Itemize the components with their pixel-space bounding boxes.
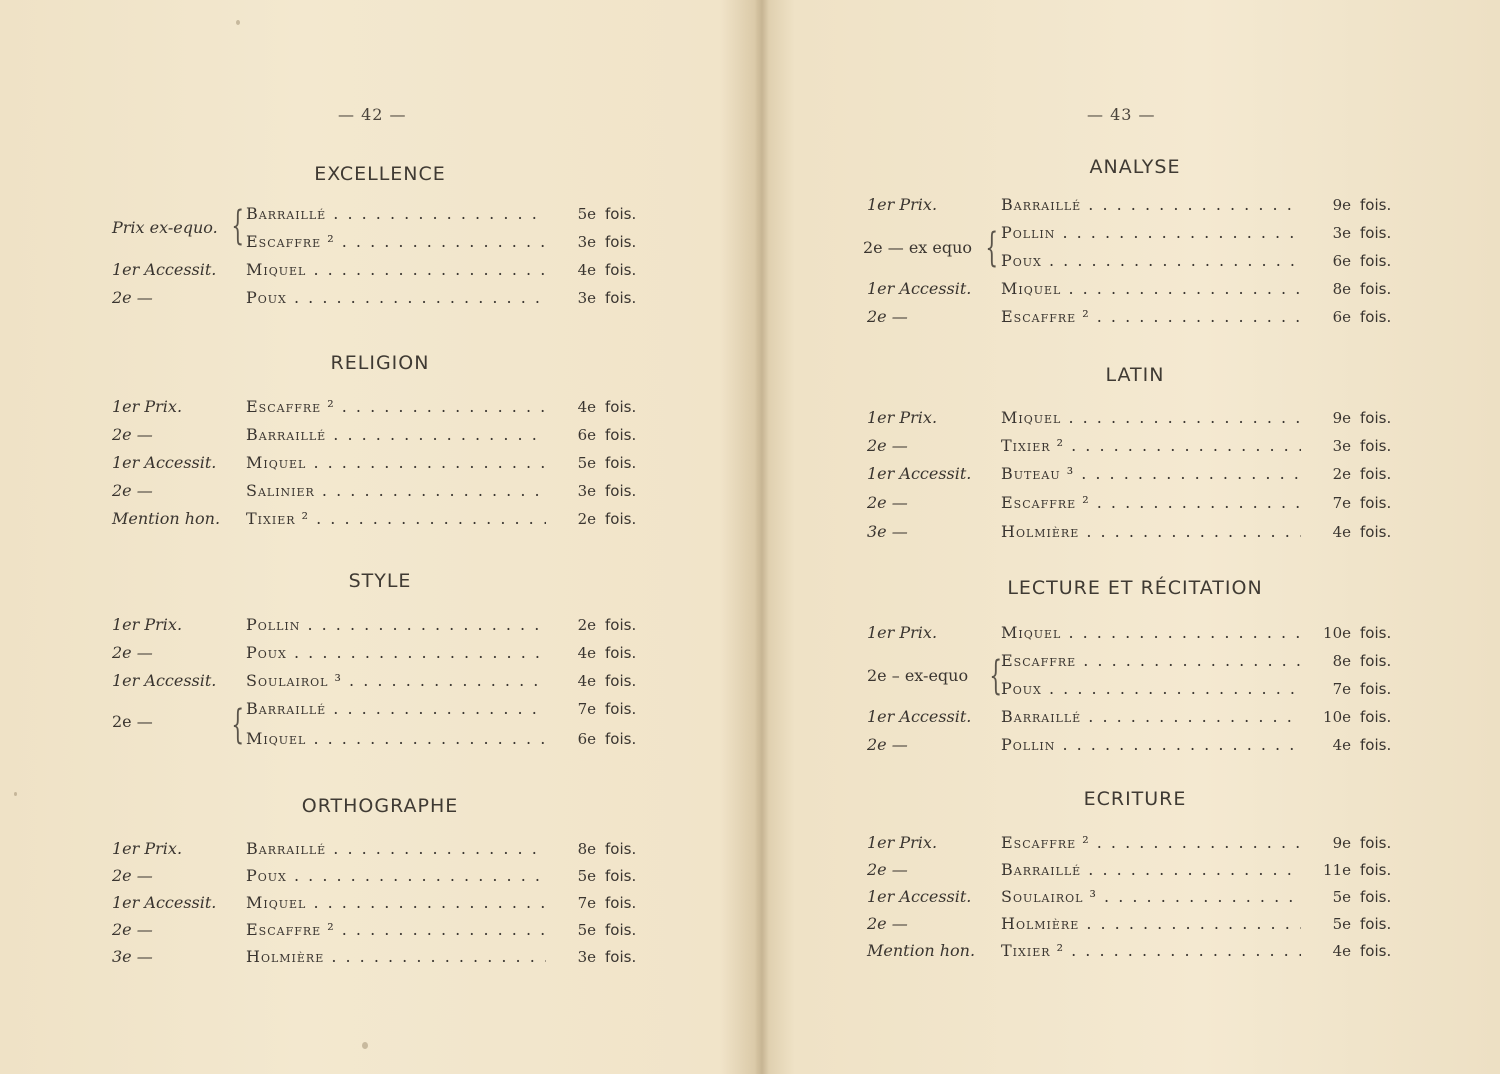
award-row: 1er Accessit. Miquel . . . 4e fois. bbox=[100, 256, 660, 284]
award-row: 2e — Escaffre ² . . . 5e fois. bbox=[100, 916, 660, 944]
award-row: Mention hon. Tixier ² . . . 2e fois. bbox=[100, 505, 660, 533]
award-row: 1er Prix. Pollin . . . 2e fois. bbox=[100, 611, 660, 639]
page-number: — 43 — bbox=[1087, 105, 1156, 124]
award-row: Barraillé . . . 7e fois. bbox=[100, 695, 660, 723]
brace: { bbox=[231, 702, 245, 748]
award-row: 2e — Barraillé . . . 11e fois. bbox=[855, 856, 1415, 884]
award-row: 1er Accessit. Miquel . . . 7e fois. bbox=[100, 889, 660, 917]
award-row: Poux . . . 6e fois. bbox=[855, 247, 1415, 275]
award-row: Mention hon. Tixier ² . . . 4e fois. bbox=[855, 937, 1415, 965]
book-gutter bbox=[755, 0, 769, 1074]
page-43 bbox=[855, 0, 1415, 1074]
section-title-ecriture: ECRITURE bbox=[1083, 788, 1187, 810]
award-row: 1er Prix. Escaffre ² . . . 4e fois. bbox=[100, 393, 660, 421]
award-row: 1er Accessit. Buteau ³ . . . 2e fois. bbox=[855, 460, 1415, 488]
award-row: 2e — Pollin . . . 4e fois. bbox=[855, 731, 1415, 759]
group-label: 2e — ex equo bbox=[863, 238, 973, 257]
group-label: Prix ex-equo. bbox=[112, 218, 218, 237]
award-row: 1er Prix. Barraillé . . . 9e fois. bbox=[855, 191, 1415, 219]
award-row: 2e — Poux . . . 5e fois. bbox=[100, 862, 660, 890]
award-row: 1er Accessit. Miquel . . . 8e fois. bbox=[855, 275, 1415, 303]
paper-speck bbox=[236, 20, 240, 25]
page-number: — 42 — bbox=[338, 105, 407, 124]
section-title-style: STYLE bbox=[348, 570, 412, 592]
award-row: Poux . . . 7e fois. bbox=[855, 675, 1415, 703]
award-row: 1er Accessit. Soulairol ³ . . . 4e fois. bbox=[100, 667, 660, 695]
award-row: Escaffre ² . . . 3e fois. bbox=[100, 228, 660, 256]
award-row: 2e — Barraillé . . . 6e fois. bbox=[100, 421, 660, 449]
paper-speck bbox=[14, 792, 17, 796]
award-row: 2e — Poux . . . 3e fois. bbox=[100, 284, 660, 312]
paper-speck bbox=[362, 1042, 368, 1049]
award-row: 2e — Escaffre ² . . . 6e fois. bbox=[855, 303, 1415, 331]
award-row: 1er Prix. Miquel . . . 10e fois. bbox=[855, 619, 1415, 647]
award-row: 1er Prix. Escaffre ² . . . 9e fois. bbox=[855, 829, 1415, 857]
page-42 bbox=[100, 0, 660, 1074]
group-label: 2e – ex-equo bbox=[867, 666, 969, 685]
section-title-lecture-et-recitation: LECTURE ET RÉCITATION bbox=[1007, 577, 1263, 599]
award-row: 1er Prix. Miquel . . . 9e fois. bbox=[855, 404, 1415, 432]
award-row: 2e — Escaffre ² . . . 7e fois. bbox=[855, 489, 1415, 517]
award-row: 1er Accessit. Barraillé . . . 10e fois. bbox=[855, 703, 1415, 731]
award-row: 2e — Poux . . . 4e fois. bbox=[100, 639, 660, 667]
award-row: 3e — Holmière . . . 4e fois. bbox=[855, 518, 1415, 546]
section-title-excellence: EXCELLENCE bbox=[314, 163, 446, 185]
section-title-orthographe: ORTHOGRAPHE bbox=[301, 795, 459, 817]
section-title-latin: LATIN bbox=[1105, 364, 1165, 386]
award-row: 2e — Salinier . . . 3e fois. bbox=[100, 477, 660, 505]
award-row: 1er Prix. Barraillé . . . 8e fois. bbox=[100, 835, 660, 863]
brace: { bbox=[985, 225, 999, 271]
group-label: 2e — bbox=[112, 712, 153, 731]
award-row: Barraillé . . . 5e fois. bbox=[100, 200, 660, 228]
award-row: 1er Accessit. Miquel . . . 5e fois. bbox=[100, 449, 660, 477]
section-title-analyse: ANALYSE bbox=[1089, 156, 1181, 178]
award-row: Pollin . . . 3e fois. bbox=[855, 219, 1415, 247]
brace: { bbox=[989, 653, 1003, 699]
award-row: 2e — Tixier ² . . . 3e fois. bbox=[855, 432, 1415, 460]
award-row: 1er Accessit. Soulairol ³ . . . 5e fois. bbox=[855, 883, 1415, 911]
award-row: Miquel . . . 6e fois. bbox=[100, 725, 660, 753]
award-row: 3e — Holmière . . . 3e fois. bbox=[100, 943, 660, 971]
section-title-religion: RELIGION bbox=[330, 352, 430, 374]
award-row: Escaffre . . . 8e fois. bbox=[855, 647, 1415, 675]
brace: { bbox=[231, 203, 245, 249]
award-row: 2e — Holmière . . . 5e fois. bbox=[855, 910, 1415, 938]
